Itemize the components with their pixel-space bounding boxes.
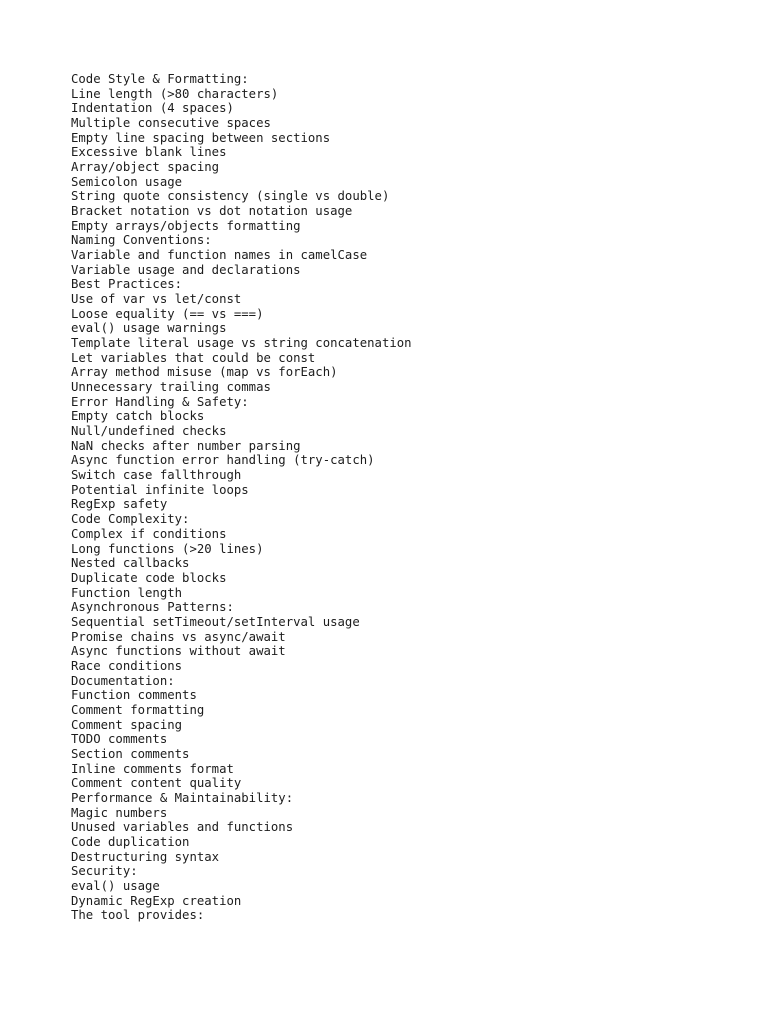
list-item: Array/object spacing <box>71 160 220 175</box>
list-item: Function length <box>71 585 183 600</box>
list-item: Code duplication <box>71 834 190 849</box>
list-item: Race conditions <box>71 658 183 673</box>
list-item: Bracket notation vs dot notation usage <box>71 204 353 219</box>
list-item: Empty catch blocks <box>71 409 205 424</box>
list-item: Empty line spacing between sections <box>71 130 331 145</box>
list-item: Magic numbers <box>71 805 168 820</box>
list-item: Empty arrays/objects formatting <box>71 218 301 233</box>
list-item: Comment content quality <box>71 776 242 791</box>
list-item: Excessive blank lines <box>71 145 227 160</box>
list-item: Inline comments format <box>71 761 234 776</box>
section-heading: Code Style & Formatting: <box>71 72 249 86</box>
list-item: Function comments <box>71 688 197 703</box>
list-item: Loose equality (== vs ===) <box>71 306 264 321</box>
list-item: Switch case fallthrough <box>71 468 242 483</box>
section-heading: Best Practices: <box>71 277 183 292</box>
list-item: Multiple consecutive spaces <box>71 116 271 131</box>
list-item: Section comments <box>71 746 190 761</box>
list-item: Semicolon usage <box>71 174 183 189</box>
list-item: Async function error handling (try-catch) <box>71 453 375 468</box>
list-item: Destructuring syntax <box>71 849 220 864</box>
list-item: Unnecessary trailing commas <box>71 380 271 395</box>
section-heading: Asynchronous Patterns: <box>71 600 234 615</box>
list-item: Variable usage and declarations <box>71 262 301 277</box>
list-item: Nested callbacks <box>71 556 190 571</box>
list-item: Variable and function names in camelCase <box>71 248 368 263</box>
list-item: NaN checks after number parsing <box>71 438 301 453</box>
list-item: Let variables that could be const <box>71 350 316 365</box>
list-item: Sequential setTimeout/setInterval usage <box>71 614 360 629</box>
list-item: Complex if conditions <box>71 526 227 541</box>
section-heading: Error Handling & Safety: <box>71 394 249 409</box>
section-heading: Performance & Maintainability: <box>71 790 294 805</box>
list-item: eval() usage <box>71 878 160 893</box>
list-item: Unused variables and functions <box>71 820 294 835</box>
list-item: Async functions without await <box>71 644 286 659</box>
section-heading: Security: <box>71 864 138 879</box>
list-item: Null/undefined checks <box>71 424 227 439</box>
section-heading: Code Complexity: <box>71 512 190 527</box>
list-item: Use of var vs let/const <box>71 292 242 307</box>
list-item: Promise chains vs async/await <box>71 629 286 644</box>
list-item: Line length (>80 characters) <box>71 86 279 101</box>
list-item: TODO comments <box>71 732 168 747</box>
section-heading: The tool provides: <box>71 908 205 923</box>
list-item: Potential infinite loops <box>71 482 249 497</box>
list-item: Array method misuse (map vs forEach) <box>71 365 338 380</box>
list-item: Indentation (4 spaces) <box>71 101 234 116</box>
list-item: Comment spacing <box>71 717 183 732</box>
section-heading: Naming Conventions: <box>71 233 212 248</box>
list-item: Duplicate code blocks <box>71 570 227 585</box>
list-item: String quote consistency (single vs double) <box>71 189 390 204</box>
list-item: Dynamic RegExp creation <box>71 893 242 908</box>
document-text <box>71 72 731 923</box>
list-item: Comment formatting <box>71 702 205 717</box>
list-item: Template literal usage vs string concatenation <box>71 336 412 351</box>
list-item: RegExp safety <box>71 497 168 512</box>
section-heading: Documentation: <box>71 673 175 688</box>
list-item: eval() usage warnings <box>71 321 227 336</box>
list-item: Long functions (>20 lines) <box>71 541 264 556</box>
